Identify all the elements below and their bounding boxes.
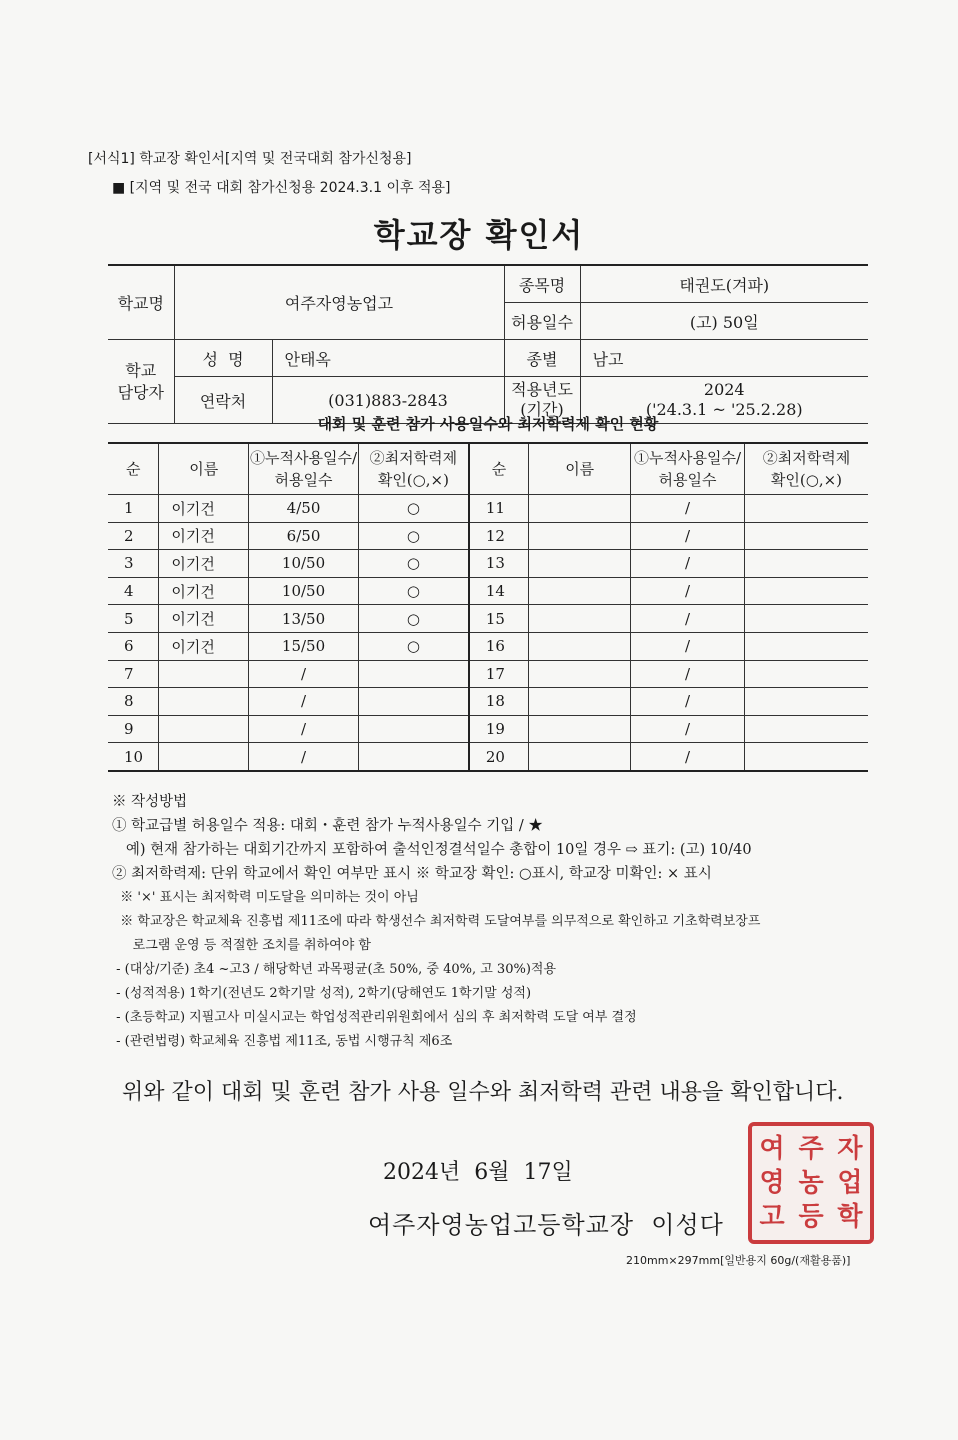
paper-spec: 210mm×297mm[일반용지 60g/(재활용품)] xyxy=(626,1254,851,1267)
cell-check xyxy=(744,522,868,550)
cell-check xyxy=(744,660,868,688)
table-row xyxy=(108,743,868,771)
status-title: 대회 및 훈련 참가 사용일수와 최저학력제 확인 현황 xyxy=(317,415,659,433)
form-subtitle: ■ [지역 및 전국 대회 참가신청용 2024.3.1 이후 적용] xyxy=(112,180,451,196)
manager-name: 안태옥 xyxy=(272,340,504,377)
cell-no: 9 xyxy=(108,715,159,743)
cell-days: / xyxy=(631,550,745,578)
cell-days: 10/50 xyxy=(249,577,359,605)
instruction-line: ※ 학교장은 학교체육 진흥법 제11조에 따라 학생선수 최저학력 도달여부를 의무적으로 확인하고 기초학력보장프 xyxy=(112,914,761,929)
seal-char: 학 xyxy=(837,1202,863,1232)
cell-no: 5 xyxy=(108,605,159,633)
allowed-days-value: (고) 50일 xyxy=(580,303,868,340)
table-row xyxy=(108,632,868,660)
year-label: 적용년도 (기간) xyxy=(504,377,580,424)
cell-no: 17 xyxy=(469,660,529,688)
form-label: [서식1] 학교장 확인서[지역 및 전국대회 참가신청용] xyxy=(88,151,412,167)
header-no: 순 xyxy=(108,443,159,495)
cell-no: 14 xyxy=(469,577,529,605)
cell-name: 이기건 xyxy=(159,632,249,660)
cell-check: ○ xyxy=(358,495,468,523)
allowed-days-label: 허용일수 xyxy=(504,303,580,340)
instruction-line: ※ '×' 표시는 최저학력 미도달을 의미하는 것이 아님 xyxy=(112,890,419,905)
cell-days: / xyxy=(631,715,745,743)
cell-check: ○ xyxy=(358,632,468,660)
year-value: 2024 xyxy=(703,380,745,399)
cell-no: 1 xyxy=(108,495,159,523)
seal-char: 주 xyxy=(798,1134,824,1164)
cell-name: 이기건 xyxy=(159,495,249,523)
cell-days: 15/50 xyxy=(249,632,359,660)
principal-signature: 여주자영농업고등학교장 이성다 xyxy=(368,1211,724,1239)
cell-check xyxy=(744,550,868,578)
cell-no: 12 xyxy=(469,522,529,550)
official-seal xyxy=(748,1122,874,1244)
table-row xyxy=(108,688,868,716)
cell-check xyxy=(358,715,468,743)
cell-name xyxy=(529,605,631,633)
cell-name xyxy=(529,522,631,550)
cell-check xyxy=(744,605,868,633)
cell-name xyxy=(529,495,631,523)
header-days: ①누적사용일수/ 허용일수 xyxy=(631,443,745,495)
cell-days: / xyxy=(249,743,359,771)
event-label: 종목명 xyxy=(504,265,580,303)
cell-days: 4/50 xyxy=(249,495,359,523)
cell-name xyxy=(529,550,631,578)
instruction-line: 예) 현재 참가하는 대회기간까지 포함하여 출석인정결석일수 총합이 10일 경우 ⇨ 표기: (고) 10/40 xyxy=(112,842,752,858)
gender-value: 남고 xyxy=(580,340,868,377)
cell-no: 18 xyxy=(469,688,529,716)
cell-days: / xyxy=(631,605,745,633)
seal-char: 업 xyxy=(837,1168,863,1198)
cell-no: 6 xyxy=(108,632,159,660)
cell-name xyxy=(159,688,249,716)
instruction-line: - (대상/기준) 초4 ~고3 / 해당학년 과목평균(초 50%, 중 40%, 고 30%)적용 xyxy=(112,962,557,977)
cell-days: / xyxy=(631,577,745,605)
cell-name xyxy=(159,715,249,743)
instruction-line: ※ 작성방법 xyxy=(112,794,188,810)
instructions xyxy=(112,790,872,1054)
table-row xyxy=(108,660,868,688)
cell-check xyxy=(744,632,868,660)
instruction-line: 로그램 운영 등 적절한 조치를 취하여야 함 xyxy=(112,938,371,953)
manager-label: 학교 담당자 xyxy=(108,340,174,424)
header-no: 순 xyxy=(469,443,529,495)
cell-no: 2 xyxy=(108,522,159,550)
header-name: 이름 xyxy=(159,443,249,495)
cell-name xyxy=(159,660,249,688)
table-row xyxy=(108,495,868,523)
instruction-line: - (성적적용) 1학기(전년도 2학기말 성적), 2학기(당해연도 1학기말 성적) xyxy=(112,986,532,1001)
cell-days: / xyxy=(631,660,745,688)
cell-no: 16 xyxy=(469,632,529,660)
cell-no: 3 xyxy=(108,550,159,578)
cell-no: 19 xyxy=(469,715,529,743)
instruction-line: ② 최저학력제: 단위 학교에서 확인 여부만 표시 ※ 학교장 확인: ○표시, 학교장 미확인: × 표시 xyxy=(112,866,712,882)
cell-check xyxy=(744,688,868,716)
cell-name: 이기건 xyxy=(159,577,249,605)
table-row xyxy=(108,577,868,605)
cell-days: / xyxy=(249,688,359,716)
school-info-table xyxy=(108,264,868,424)
usage-table xyxy=(108,442,868,772)
cell-check: ○ xyxy=(358,605,468,633)
cell-no: 15 xyxy=(469,605,529,633)
seal-char: 자 xyxy=(837,1134,863,1164)
cell-days: / xyxy=(249,715,359,743)
header-days: ①누적사용일수/ 허용일수 xyxy=(249,443,359,495)
instruction-line: ① 학교급별 허용일수 적용: 대회・훈련 참가 누적사용일수 기입 / ★ xyxy=(112,818,543,834)
cell-days: / xyxy=(631,743,745,771)
table-row xyxy=(108,550,868,578)
cell-check xyxy=(358,660,468,688)
cell-days: 13/50 xyxy=(249,605,359,633)
cell-check: ○ xyxy=(358,550,468,578)
confirmation-text: 위와 같이 대회 및 훈련 참가 사용 일수와 최저학력 관련 내용을 확인합니다. xyxy=(122,1080,844,1105)
cell-check xyxy=(744,715,868,743)
seal-char: 농 xyxy=(798,1168,824,1198)
cell-check: ○ xyxy=(358,577,468,605)
cell-name xyxy=(529,660,631,688)
contact-value: (031)883-2843 xyxy=(272,377,504,424)
cell-no: 4 xyxy=(108,577,159,605)
cell-name xyxy=(529,715,631,743)
cell-no: 13 xyxy=(469,550,529,578)
gender-label: 종별 xyxy=(504,340,580,377)
cell-name xyxy=(529,632,631,660)
cell-check xyxy=(744,495,868,523)
seal-char: 고 xyxy=(759,1202,785,1232)
manager-name-label: 성 명 xyxy=(174,340,272,377)
header-check: ②최저학력제 확인(○,×) xyxy=(358,443,468,495)
seal-char: 영 xyxy=(759,1168,785,1198)
instruction-line: - (초등학교) 지필고사 미실시교는 학업성적관리위원회에서 심의 후 최저학력 도달 여부 결정 xyxy=(112,1010,637,1025)
cell-days: 6/50 xyxy=(249,522,359,550)
cell-days: / xyxy=(249,660,359,688)
cell-days: / xyxy=(631,495,745,523)
cell-no: 11 xyxy=(469,495,529,523)
cell-days: / xyxy=(631,522,745,550)
cell-check xyxy=(744,577,868,605)
cell-name xyxy=(529,743,631,771)
cell-days: 10/50 xyxy=(249,550,359,578)
event-value: 태권도(겨파) xyxy=(580,265,868,303)
contact-label: 연락처 xyxy=(174,377,272,424)
cell-name xyxy=(529,688,631,716)
cell-name: 이기건 xyxy=(159,550,249,578)
cell-check xyxy=(358,688,468,716)
school-name: 여주자영농업고 xyxy=(174,265,504,340)
header-check: ②최저학력제 확인(○,×) xyxy=(744,443,868,495)
cell-name: 이기건 xyxy=(159,605,249,633)
cell-days: / xyxy=(631,688,745,716)
table-row xyxy=(108,605,868,633)
header-name: 이름 xyxy=(529,443,631,495)
period-value: ('24.3.1 ~ '25.2.28) xyxy=(645,400,803,419)
cell-check: ○ xyxy=(358,522,468,550)
table-row xyxy=(108,522,868,550)
cell-no: 7 xyxy=(108,660,159,688)
instruction-line: - (관련법령) 학교체육 진흥법 제11조, 동법 시행규칙 제6조 xyxy=(112,1034,453,1049)
cell-days: / xyxy=(631,632,745,660)
cell-name: 이기건 xyxy=(159,522,249,550)
cell-no: 8 xyxy=(108,688,159,716)
issue-date: 2024년 6월 17일 xyxy=(383,1160,573,1185)
school-label: 학교명 xyxy=(108,265,174,340)
cell-name xyxy=(159,743,249,771)
table-row xyxy=(108,715,868,743)
cell-check xyxy=(744,743,868,771)
seal-char: 등 xyxy=(798,1202,824,1232)
cell-check xyxy=(358,743,468,771)
page-title: 학교장 확인서 xyxy=(373,216,585,254)
seal-char: 여 xyxy=(759,1134,785,1164)
cell-no: 20 xyxy=(469,743,529,771)
cell-no: 10 xyxy=(108,743,159,771)
cell-name xyxy=(529,577,631,605)
